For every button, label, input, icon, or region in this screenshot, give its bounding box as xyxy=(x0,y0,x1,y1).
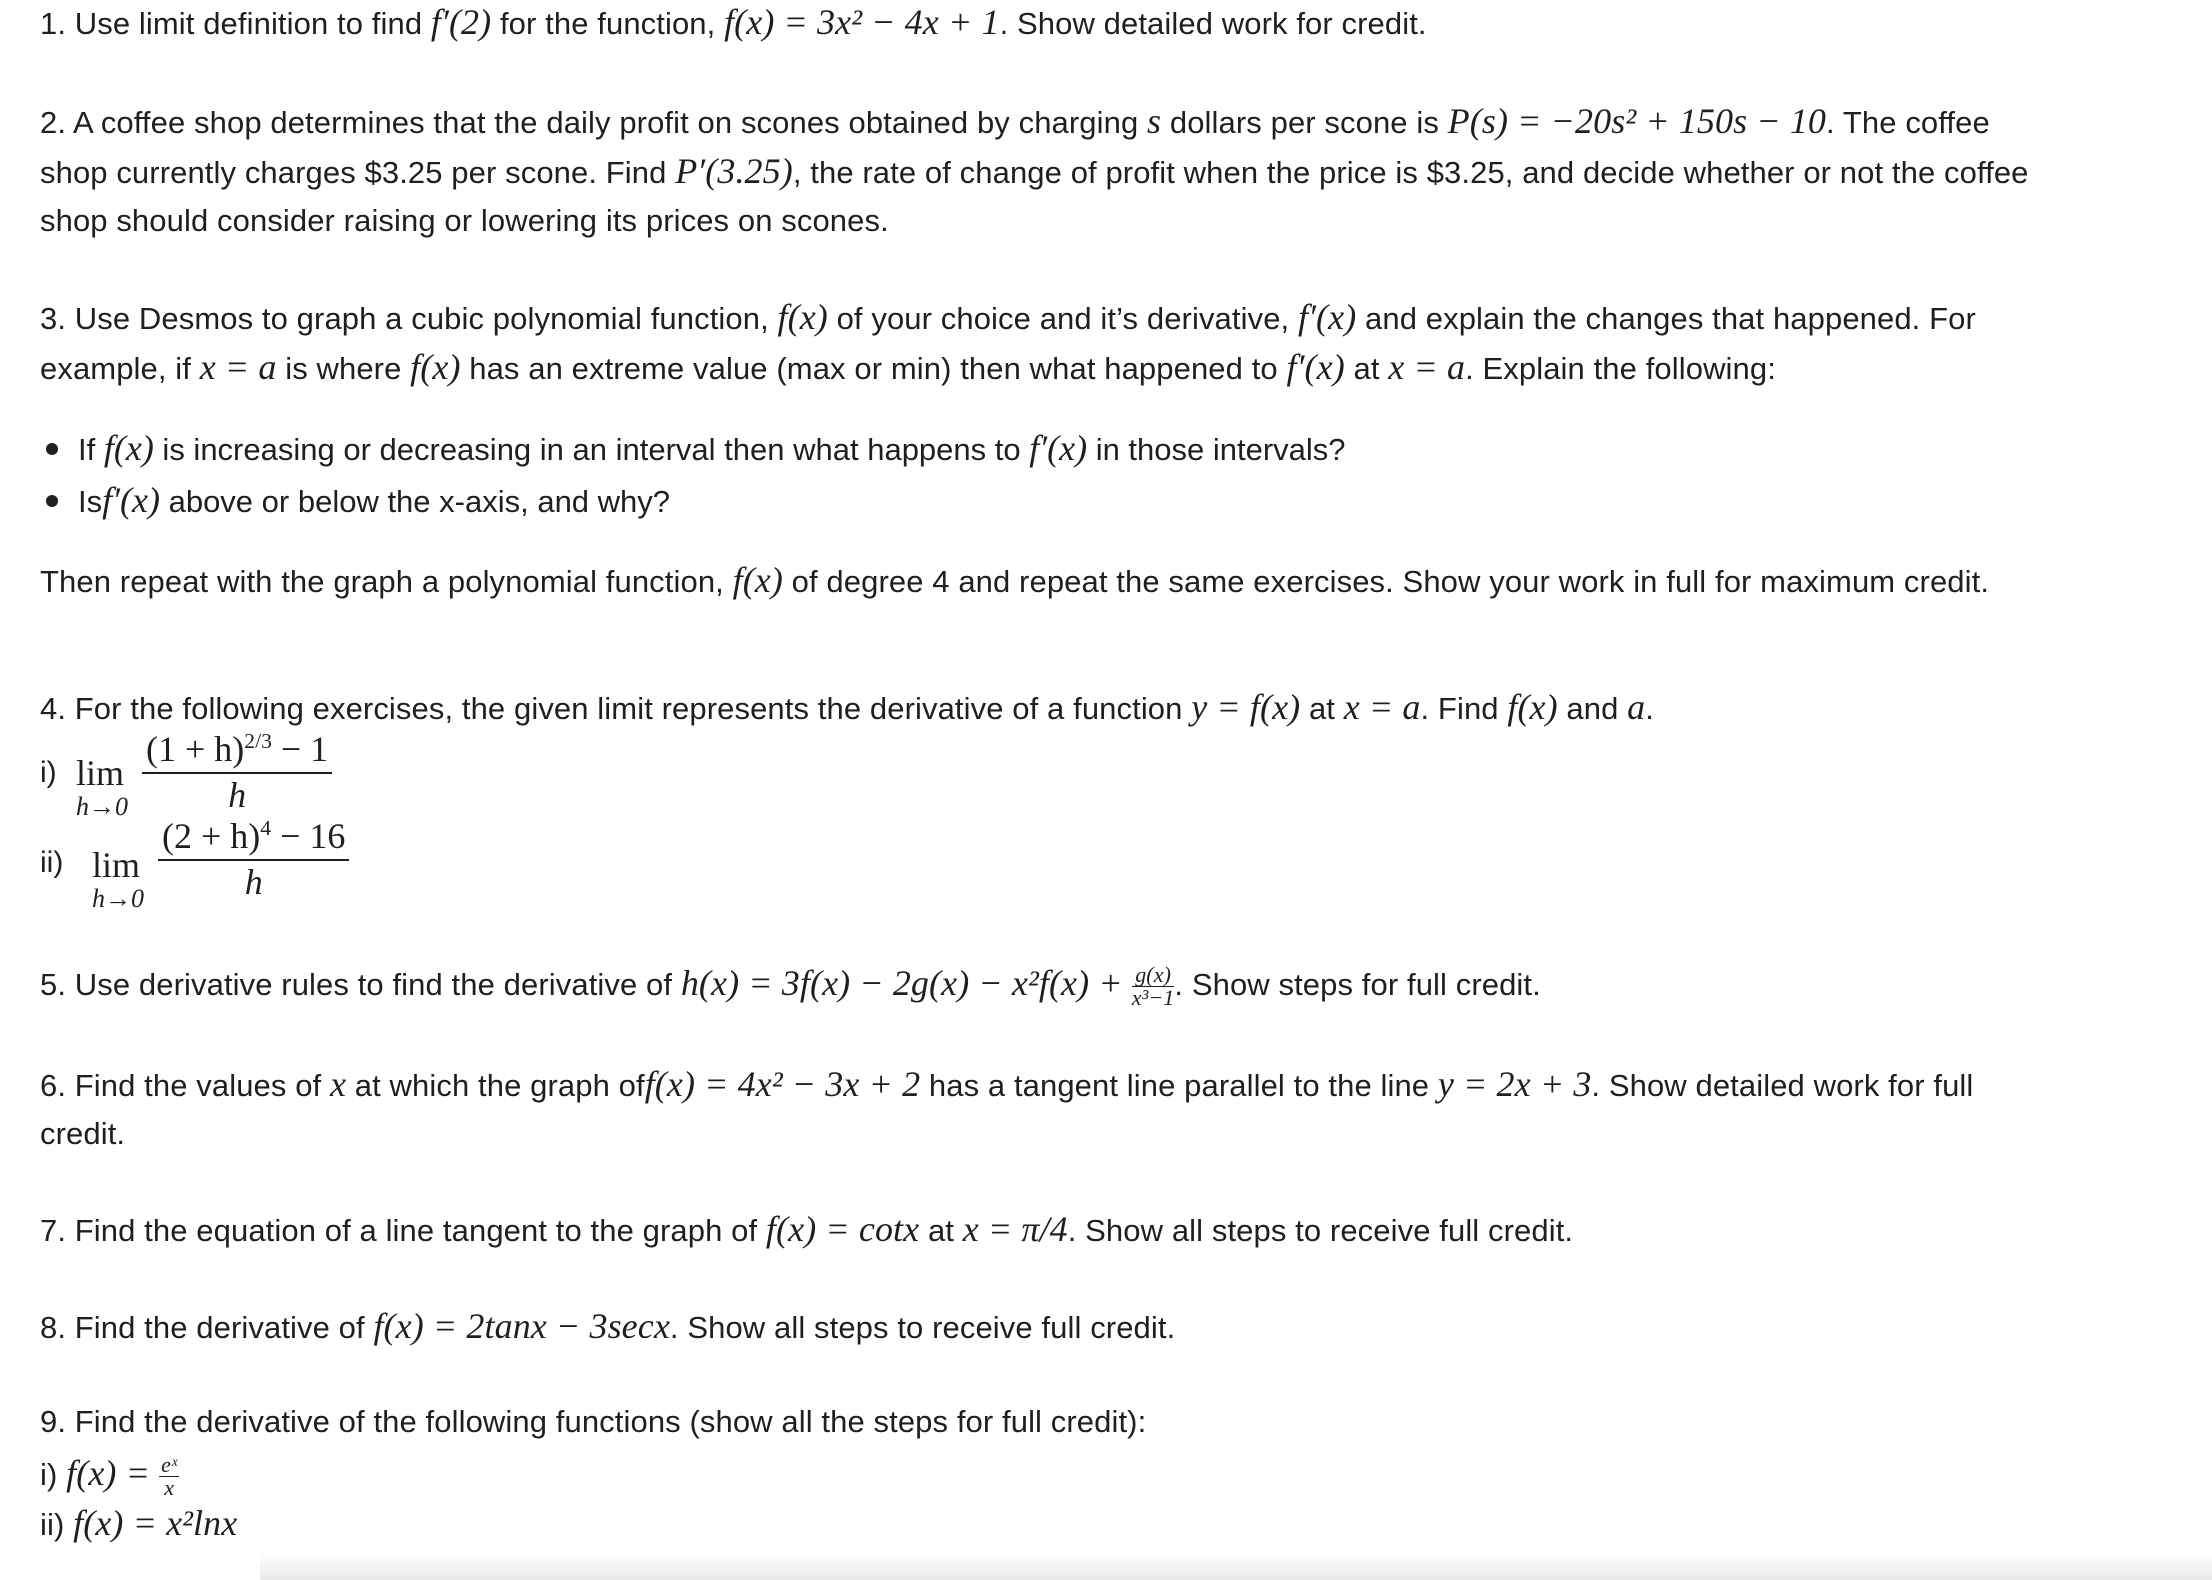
problem-8-math: f(x) = 2tanx − 3secx xyxy=(373,1306,670,1346)
problem-4-math: f(x) xyxy=(1507,687,1558,727)
problem-8 xyxy=(40,1301,1175,1353)
bullet-text: Is xyxy=(78,484,103,519)
problem-3-line-1 xyxy=(40,292,1976,344)
problem-1-text: . Show detailed work for credit. xyxy=(999,6,1427,41)
problem-2-text: 2. A coffee shop determines that the daily profit on scones obtained by charging xyxy=(40,105,1148,140)
problem-3-math: f′(x) xyxy=(1286,347,1345,387)
problem-2-text: , the rate of change of profit when the price is $3.25, and decide whether or not the coffee xyxy=(792,155,2029,190)
problem-2-math-profit: P(s) = −20s² + 150s − 10 xyxy=(1447,101,1827,141)
bullet-text: above or below the x-axis, and why? xyxy=(159,484,671,519)
problem-3-text: example, if xyxy=(40,351,200,386)
problem-9: 9. Find the derivative of the following functions (show all the steps for full credit): xyxy=(40,1404,1147,1439)
problem-3-line-2 xyxy=(40,342,1776,394)
problem-8-text: . Show all steps to receive full credit. xyxy=(669,1310,1176,1345)
problem-8-text: 8. Find the derivative of xyxy=(40,1310,374,1345)
problem-6-text: has a tangent line parallel to the line xyxy=(920,1068,1438,1103)
problem-3-math: x = a xyxy=(199,347,277,387)
small-fraction-numerator: g(x) xyxy=(1132,964,1175,987)
problem-1 xyxy=(40,0,1427,49)
problem-1-math-function: f(x) = 3x² − 4x + 1 xyxy=(724,2,1000,42)
problem-4-text: at xyxy=(1300,691,1344,726)
problem-3-text: is where xyxy=(276,351,411,386)
problem-9-ii-label: ii) xyxy=(40,1507,74,1542)
limit-word: lim xyxy=(92,845,141,885)
problem-6-line-2: credit. xyxy=(40,1116,126,1151)
problem-9-i-fraction xyxy=(159,1454,179,1499)
problem-6-text: . Show detailed work for full xyxy=(1591,1068,1974,1103)
problem-4-i-fraction xyxy=(142,728,332,816)
problem-4-text: . Find xyxy=(1420,691,1508,726)
problem-4-math: y = f(x) xyxy=(1191,687,1301,727)
problem-6-math: f(x) = 4x² − 3x + 2 xyxy=(644,1064,921,1104)
numerator-base: (2 + h) xyxy=(162,816,261,856)
problem-4-i-label: i) xyxy=(40,756,57,789)
problem-2-math-p-prime: P′(3.25) xyxy=(675,151,793,191)
bullet-text: is increasing or decreasing in an interval then what happens to xyxy=(153,432,1030,467)
limit-word: lim xyxy=(76,753,125,793)
problem-3-math: f(x) xyxy=(777,297,828,337)
bullet-text: If xyxy=(78,432,104,467)
bullet-math: f(x) xyxy=(103,428,154,468)
fraction-denominator: h xyxy=(244,862,263,902)
problem-3-math: f(x) xyxy=(410,347,461,387)
problem-4-math: a xyxy=(1627,687,1646,727)
problem-9-ii-math: f(x) = x²lnx xyxy=(73,1503,238,1543)
small-fraction-numerator: eˣ xyxy=(161,1452,178,1478)
problem-2-math-s: s xyxy=(1147,101,1162,141)
fraction-denominator: h xyxy=(228,775,247,815)
problem-7-text: at xyxy=(919,1213,963,1248)
problem-4-math: x = a xyxy=(1343,687,1421,727)
bullet-text: in those intervals? xyxy=(1087,432,1346,467)
fraction-numerator xyxy=(142,728,332,774)
problem-3-text: and explain the changes that happened. For xyxy=(1356,301,1976,336)
problem-4-text: . xyxy=(1645,691,1654,726)
problem-1-math-derivative: f′(2) xyxy=(430,2,492,42)
small-fraction-denominator: x xyxy=(164,1475,175,1501)
problem-4-text: 4. For the following exercises, the given limit represents the derivative of a function xyxy=(40,691,1192,726)
bottom-shadow-edge xyxy=(260,1554,2212,1580)
fraction-numerator xyxy=(158,815,349,861)
problem-3-math: f(x) xyxy=(732,560,783,600)
limit-subscript: h→0 xyxy=(92,884,144,913)
problem-6-text: 6. Find the values of xyxy=(40,1068,330,1103)
problem-1-text: for the function, xyxy=(491,6,725,41)
problem-3-text: 3. Use Desmos to graph a cubic polynomial function, xyxy=(40,301,778,336)
problem-6-text: at which the graph of xyxy=(346,1068,645,1103)
problem-7-text: . Show all steps to receive full credit. xyxy=(1067,1213,1574,1248)
limit-subscript: h→0 xyxy=(76,792,128,821)
problem-3-text: . Explain the following: xyxy=(1465,351,1776,386)
bullet-math: f′(x) xyxy=(1029,428,1088,468)
problem-3-text: has an extreme value (max or min) then what happened to xyxy=(460,351,1287,386)
problem-3-math: x = a xyxy=(1388,347,1466,387)
problem-2-text: dollars per scone is xyxy=(1161,105,1448,140)
problem-1-text: 1. Use limit definition to find xyxy=(40,6,431,41)
list-item xyxy=(40,423,1346,475)
problem-5 xyxy=(40,958,1541,1010)
problem-5-math: h(x) = 3f(x) − 2g(x) − x²f(x) + xyxy=(680,963,1132,1003)
bullet-math: f′(x) xyxy=(102,480,160,520)
problem-9-i-math: f(x) = xyxy=(66,1453,160,1493)
problem-3-text: Then repeat with the graph a polynomial function, xyxy=(40,564,733,599)
problem-3-text: at xyxy=(1344,351,1389,386)
problem-3-text: of degree 4 and repeat the same exercises. Show your work in full for maximum credit. xyxy=(782,564,1990,599)
numerator-rest: − 1 xyxy=(271,729,329,769)
problem-2-line-1 xyxy=(40,96,1990,148)
problem-3-math: f′(x) xyxy=(1297,297,1357,337)
problem-5-text: . Show steps for full credit. xyxy=(1174,967,1541,1002)
problem-9-i-label: i) xyxy=(40,1457,67,1492)
problem-4-ii-fraction xyxy=(158,815,349,903)
numerator-exponent: 4 xyxy=(260,816,272,840)
problem-3-bullet-list xyxy=(40,423,1346,527)
problem-3-then-line xyxy=(40,555,1989,607)
problem-5-text: 5. Use derivative rules to find the derivative of xyxy=(40,967,681,1002)
problem-7 xyxy=(40,1204,1573,1256)
problem-6-math: y = 2x + 3 xyxy=(1437,1064,1592,1104)
problem-7-math: x = π/4 xyxy=(962,1209,1068,1249)
problem-6-line-1 xyxy=(40,1059,1973,1111)
problem-7-text: 7. Find the equation of a line tangent to the graph of xyxy=(40,1213,766,1248)
problem-2-line-2 xyxy=(40,146,2029,198)
numerator-rest: − 16 xyxy=(271,816,346,856)
problem-6-math: x xyxy=(329,1064,347,1104)
problem-2-line-3: shop should consider raising or lowering its prices on scones. xyxy=(40,203,889,238)
list-item xyxy=(40,475,1346,527)
problem-7-math: f(x) = cotx xyxy=(765,1209,920,1249)
problem-2-text: . The coffee xyxy=(1826,105,1990,140)
problem-4-text: and xyxy=(1557,691,1628,726)
problem-9-ii xyxy=(40,1498,237,1550)
problem-3-text: of your choice and it’s derivative, xyxy=(827,301,1298,336)
problem-4-ii-label: ii) xyxy=(40,846,64,879)
small-fraction-denominator: x³−1 xyxy=(1131,985,1175,1011)
numerator-exponent: 2/3 xyxy=(244,729,272,753)
problem-2-text: shop currently charges $3.25 per scone. Find xyxy=(40,155,676,190)
numerator-base: (1 + h) xyxy=(146,729,245,769)
problem-9-i xyxy=(40,1448,179,1500)
problem-4-line-1 xyxy=(40,682,1654,734)
problem-5-small-fraction xyxy=(1132,964,1175,1009)
